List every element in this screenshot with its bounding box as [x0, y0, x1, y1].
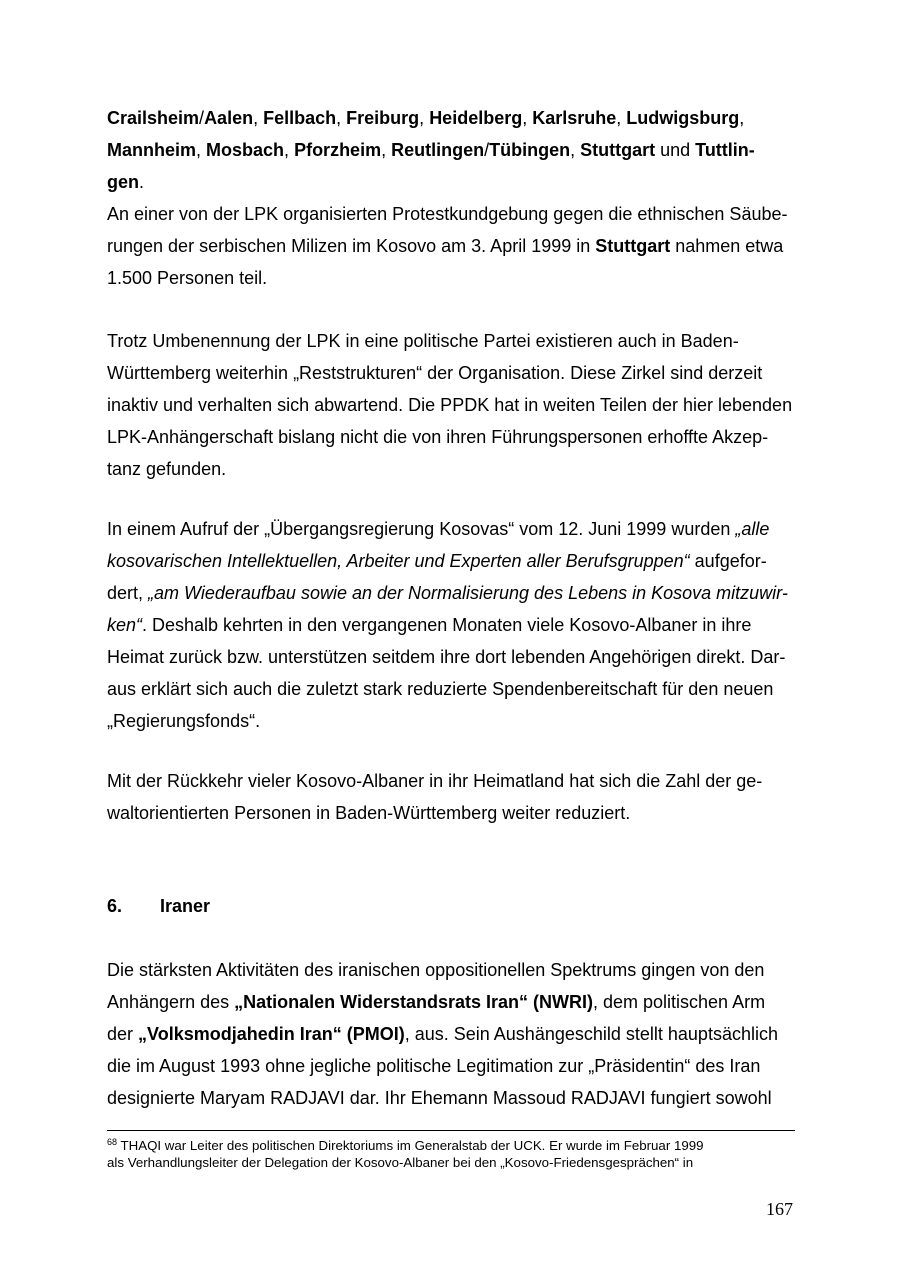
paragraph-line: waltorientierten Personen in Baden-Württemberg weiter reduziert.	[107, 803, 631, 823]
section-heading	[107, 890, 807, 922]
paragraph-line: die im August 1993 ohne jegliche politische Legitimation zur „Präsidentin“ des Iran	[107, 1056, 761, 1076]
city-name: Crailsheim	[107, 108, 200, 128]
section-title: Iraner	[160, 896, 211, 916]
paragraph-line: „Regierungsfonds“.	[107, 711, 261, 731]
city-list-line-1: Crailsheim/Aalen, Fellbach, Freiburg, Heidelberg, Karlsruhe, Ludwigsburg,	[107, 108, 745, 128]
paragraph-line: In einem Aufruf der „Übergangsregierung Kosovas“ vom 12. Juni 1999 wurden „alle	[107, 519, 770, 539]
paragraph-line: dert, „am Wiederaufbau sowie an der Normalisierung des Lebens in Kosova mitzuwir-	[107, 583, 788, 603]
city-name: Heidelberg	[429, 108, 523, 128]
paragraph-line: LPK-Anhängerschaft bislang nicht die von ihren Führungspersonen erhoffte Akzep-	[107, 427, 769, 447]
paragraph-line: aus erklärt sich auch die zuletzt stark reduzierte Spendenbereitschaft für den neuen	[107, 679, 774, 699]
city-name: Freiburg	[346, 108, 420, 128]
paragraph-line: der „Volksmodjahedin Iran“ (PMOI), aus. Sein Aushängeschild stellt hauptsächlich	[107, 1024, 778, 1044]
footnote-separator	[107, 1130, 795, 1131]
city-name: Aalen	[204, 108, 254, 128]
city-name: Mannheim	[107, 140, 197, 160]
city-name: Ludwigsburg	[626, 108, 740, 128]
paragraph-line: tanz gefunden.	[107, 459, 227, 479]
city-name: Mosbach	[206, 140, 285, 160]
city-list-line-2: Mannheim, Mosbach, Pforzheim, Reutlingen/Tübingen, Stuttgart und Tuttlin-	[107, 140, 755, 160]
city-name: Stuttgart	[580, 140, 656, 160]
city-name: Karlsruhe	[532, 108, 617, 128]
paragraph-line: Die stärksten Aktivitäten des iranischen oppositionellen Spektrums gingen von den	[107, 960, 765, 980]
paragraph-line: Mit der Rückkehr vieler Kosovo-Albaner in ihr Heimatland hat sich die Zahl der ge-	[107, 771, 763, 791]
paragraph-line: ken“. Deshalb kehrten in den vergangenen Monaten viele Kosovo-Albaner in ihre	[107, 615, 752, 635]
paragraph-line: An einer von der LPK organisierten Protestkundgebung gegen die ethnischen Säube-	[107, 204, 788, 224]
paragraph-line: Heimat zurück bzw. unterstützen seitdem ihre dort lebenden Angehörigen direkt. Dar-	[107, 647, 786, 667]
paragraph-line: 1.500 Personen teil.	[107, 268, 268, 288]
page-number: 167	[766, 1199, 793, 1219]
city-name: Reutlingen	[391, 140, 485, 160]
footnote-line: $^{68}$ THAQI war Leiter des politischen Direktoriums im Generalstab der UCK. Er wurde im Februar 1999	[107, 1137, 704, 1153]
city-name: gen	[107, 172, 140, 192]
footnote-number: 68	[107, 1137, 118, 1147]
paragraph-line: Trotz Umbenennung der LPK in eine politische Partei existieren auch in Baden-	[107, 331, 739, 351]
city-name: Fellbach	[263, 108, 337, 128]
paragraph-line: Württemberg weiterhin „Reststrukturen“ der Organisation. Diese Zirkel sind derzeit	[107, 363, 763, 383]
city-list-line-3: gen.	[107, 172, 145, 192]
city-name: Tuttlin-	[695, 140, 755, 160]
city-name: Pforzheim	[294, 140, 382, 160]
paragraph-line: designierte Maryam RADJAVI dar. Ihr Ehemann Massoud RADJAVI fungiert sowohl	[107, 1088, 772, 1108]
paragraph-line: inaktiv und verhalten sich abwartend. Die PPDK hat in weiten Teilen der hier lebenden	[107, 395, 793, 415]
paragraph-line: rungen der serbischen Milizen im Kosovo am 3. April 1999 in Stuttgart nahmen etwa	[107, 236, 784, 256]
section-number: 6.	[107, 896, 123, 916]
paragraph-line: Anhängern des „Nationalen Widerstandsrats Iran“ (NWRI), dem politischen Arm	[107, 992, 766, 1012]
city-name: Tübingen	[489, 140, 571, 160]
footnote-line: als Verhandlungsleiter der Delegation der Kosovo-Albaner bei den „Kosovo-Friedensgesprächen“ in	[107, 1155, 694, 1170]
paragraph-line: kosovarischen Intellektuellen, Arbeiter und Experten aller Berufsgruppen“ aufgefor-	[107, 551, 767, 571]
